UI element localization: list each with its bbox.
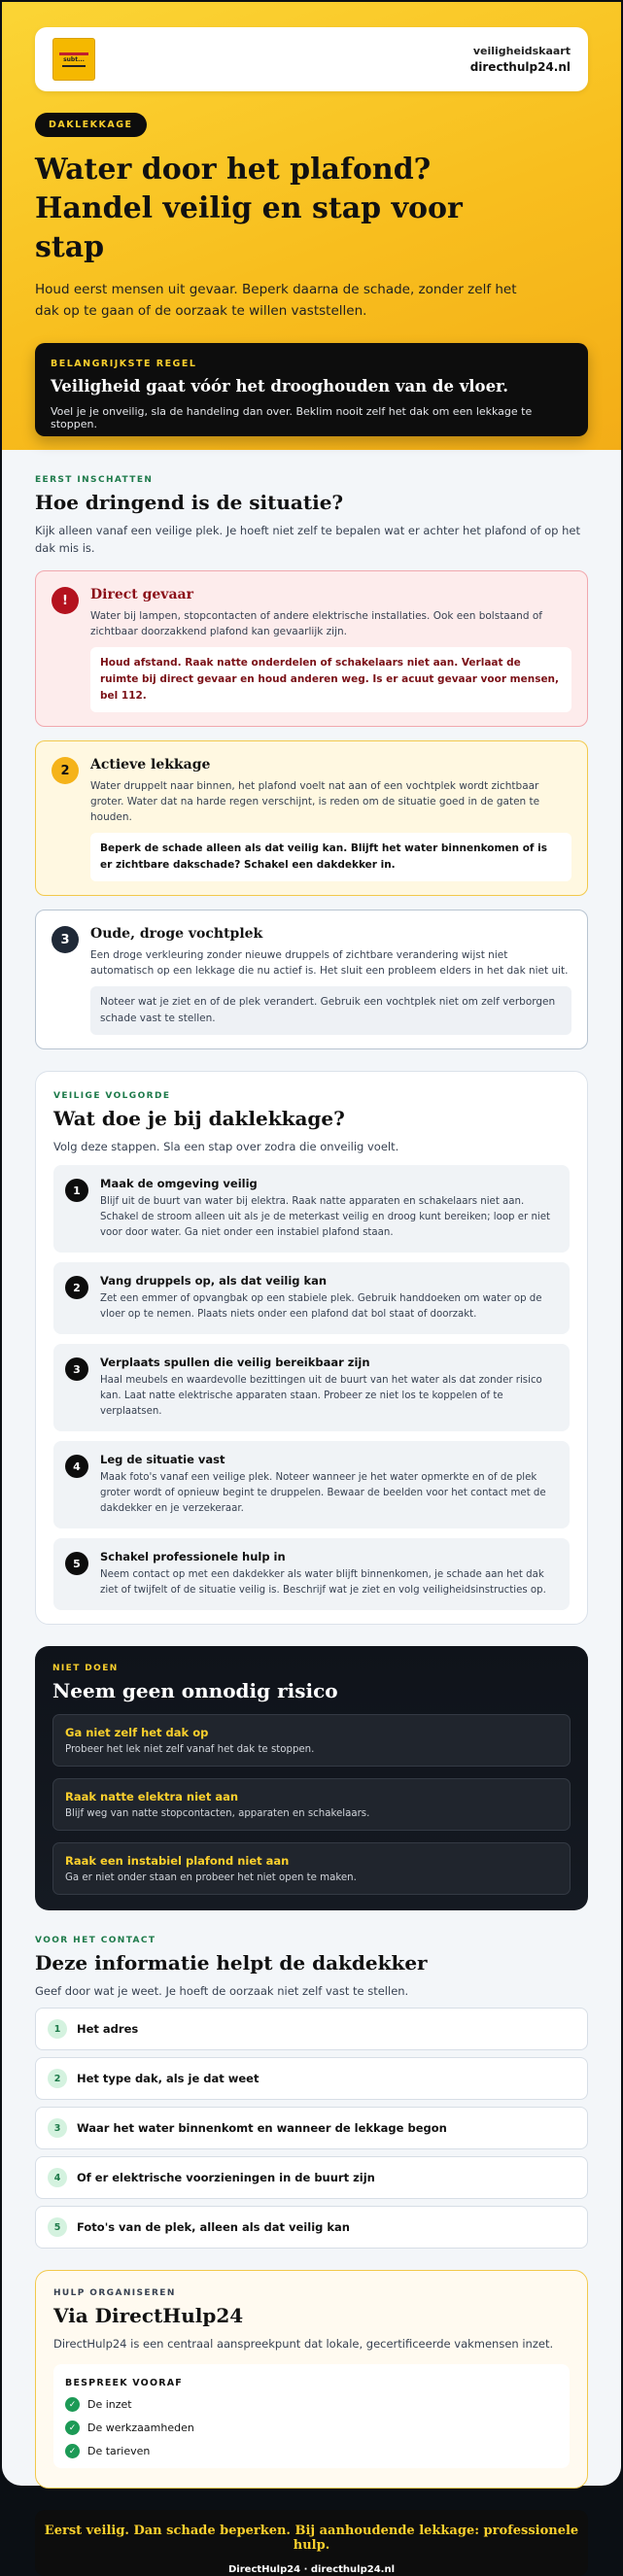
contact-item bbox=[35, 2107, 588, 2149]
steps-title: Wat doe je bij daklekkage? bbox=[53, 1107, 345, 1130]
contact-section bbox=[35, 1936, 588, 2249]
dont-kicker: NIET DOEN bbox=[52, 1664, 119, 1673]
hero-lead: Houd eerst mensen uit gevaar. Beperk daarna de schade, zonder zelf het dak op te gaan of de oorzaak te willen vaststellen. bbox=[35, 282, 517, 319]
dont-title: Neem geen onnodig risico bbox=[52, 1679, 338, 1702]
risk-desc: Probeer het lek niet zelf vanaf het dak te stoppen. bbox=[65, 1744, 315, 1755]
dont-card bbox=[35, 1646, 588, 1910]
severity-title: Oude, droge vochtplek bbox=[90, 926, 263, 942]
severity-desc: Water druppelt naar binnen, het plafond voelt nat aan of een vochtplek wordt zichtbaar groter. Water dat na harde regen verschijnt, is reden om de situatie goed in de gaten te houden. bbox=[90, 780, 540, 823]
organize-card bbox=[35, 2270, 588, 2489]
step-item bbox=[53, 1441, 570, 1528]
step-title: Schakel professionele hulp in bbox=[100, 1550, 286, 1563]
contact-title: Deze informatie helpt de dakdekker bbox=[35, 1951, 428, 1975]
assess-title: Hoe dringend is de situatie? bbox=[35, 491, 344, 514]
step-desc: Blijf uit de buurt van water bij elektra. Raak natte apparaten en schakelaars niet aan. Schakel de stroom alleen uit als je de meterkast veilig en droog kunt bereiken; loop er niet voor door water. Ga niet onder een instabiel plafond staan. bbox=[100, 1196, 550, 1238]
alert-icon: ! bbox=[52, 587, 79, 614]
brand-domain[interactable]: directhulp24.nl bbox=[469, 60, 571, 74]
assess-kicker: EERST INSCHATTEN bbox=[35, 475, 154, 485]
severity-title: Direct gevaar bbox=[90, 587, 193, 602]
contact-item bbox=[35, 2156, 588, 2199]
check-label: De tarieven bbox=[87, 2445, 151, 2457]
organize-title: Via DirectHulp24 bbox=[53, 2304, 244, 2327]
severity-number: 3 bbox=[52, 926, 79, 953]
check-item bbox=[65, 2444, 558, 2458]
brand-subtitle: veiligheidskaart bbox=[472, 45, 571, 57]
risk-desc: Blijf weg van natte stopcontacten, apparaten en schakelaars. bbox=[65, 1808, 370, 1819]
item-label: Het adres bbox=[77, 2022, 139, 2036]
check-label: De inzet bbox=[87, 2398, 132, 2411]
step-desc: Neem contact op met een dakdekker als water blijft binnenkomen, je schade aan het dak ziet of twijfelt of de situatie veilig is. Beschrijf wat je ziet en volg veiligheidsinstructies op. bbox=[100, 1569, 546, 1596]
logo-text: subt... bbox=[63, 55, 85, 63]
severity-card-danger bbox=[35, 570, 588, 727]
severity-note: Beperk de schade alleen als dat veilig kan. Blijft het water binnenkomen of is er zichtbare dakschade? Schakel een dakdekker in. bbox=[90, 833, 571, 881]
directhulp24-logo bbox=[52, 38, 95, 81]
check-item bbox=[65, 2397, 558, 2412]
footer bbox=[35, 2510, 588, 2576]
contact-item bbox=[35, 2008, 588, 2050]
contact-item bbox=[35, 2057, 588, 2100]
check-icon: ✓ bbox=[65, 2397, 80, 2412]
step-title: Vang druppels op, als dat veilig kan bbox=[100, 1274, 328, 1288]
severity-card-active bbox=[35, 740, 588, 896]
page-frame bbox=[2, 2, 621, 2575]
item-number: 2 bbox=[48, 2069, 67, 2088]
severity-title: Actieve lekkage bbox=[90, 757, 211, 773]
discuss-kicker: BESPREEK VOORAF bbox=[65, 2378, 183, 2388]
key-rule-text: Voel je je onveilig, sla de handeling dan over. Beklim nooit zelf het dak om een lekkage te stoppen. bbox=[51, 405, 533, 430]
topic-badge: DAKLEKKAGE bbox=[35, 113, 147, 137]
step-desc: Zet een emmer of opvangbak op een stabiele plek. Gebruik handdoeken om water op de vloer op te nemen. Plaats niets onder een plafond dat bol staat of doorzakt. bbox=[100, 1293, 542, 1320]
check-icon: ✓ bbox=[65, 2444, 80, 2458]
footer-slogan: Eerst veilig. Dan schade beperken. Bij aanhoudende lekkage: professionele hulp. bbox=[44, 2524, 579, 2553]
step-number: 3 bbox=[65, 1357, 88, 1381]
key-rule-kicker: BELANGRIJKSTE REGEL bbox=[51, 359, 197, 369]
item-label: Of er elektrische voorzieningen in de buurt zijn bbox=[77, 2171, 375, 2184]
key-rule-card bbox=[35, 343, 588, 436]
risk-title: Raak een instabiel plafond niet aan bbox=[65, 1854, 290, 1868]
contact-item bbox=[35, 2206, 588, 2249]
step-item bbox=[53, 1262, 570, 1334]
severity-note: Noteer wat je ziet en of de plek verandert. Gebruik een vochtplek niet om zelf verborgen schade vast te stellen. bbox=[90, 986, 571, 1035]
item-number: 5 bbox=[48, 2217, 67, 2237]
brand-info bbox=[470, 45, 571, 74]
contact-kicker: VOOR HET CONTACT bbox=[35, 1936, 156, 1945]
brand-header bbox=[35, 27, 588, 91]
check-item bbox=[65, 2421, 558, 2435]
severity-desc: Water bij lampen, stopcontacten of andere elektrische installaties. Ook een bolstaand of zichtbaar doorzakkend plafond kan gevaarlijk zijn. bbox=[90, 610, 542, 637]
assess-section bbox=[2, 450, 621, 2576]
risk-title: Ga niet zelf het dak op bbox=[65, 1726, 209, 1739]
organize-kicker: HULP ORGANISEREN bbox=[53, 2288, 176, 2298]
contact-intro: Geef door wat je weet. Je hoeft de oorzaak niet zelf vast te stellen. bbox=[35, 1984, 409, 1998]
item-number: 3 bbox=[48, 2118, 67, 2138]
step-desc: Maak foto's vanaf een veilige plek. Noteer wanneer je het water opmerkte en of de plek groter wordt of opnieuw begint te druppelen. Bewaar de beelden voor het contact met de dakdekker en je verzekeraar. bbox=[100, 1472, 546, 1514]
item-label: Waar het water binnenkomt en wanneer de lekkage begon bbox=[77, 2121, 447, 2135]
severity-number: 2 bbox=[52, 757, 79, 784]
risk-item bbox=[52, 1778, 571, 1831]
risk-title: Raak natte elektra niet aan bbox=[65, 1790, 239, 1803]
item-label: Foto's van de plek, alleen als dat veilig kan bbox=[77, 2220, 350, 2234]
steps-intro: Volg deze stappen. Sla een stap over zodra die onveilig voelt. bbox=[53, 1140, 399, 1153]
logo-bar-icon bbox=[62, 65, 86, 67]
step-number: 5 bbox=[65, 1552, 88, 1575]
page-title: Water door het plafond? Handel veilig en stap voor stap bbox=[35, 153, 463, 264]
check-icon: ✓ bbox=[65, 2421, 80, 2435]
steps-kicker: VEILIGE VOLGORDE bbox=[53, 1091, 171, 1101]
hero bbox=[2, 2, 621, 450]
step-item bbox=[53, 1538, 570, 1610]
discuss-box bbox=[53, 2364, 570, 2468]
step-title: Leg de situatie vast bbox=[100, 1453, 225, 1466]
risk-desc: Ga er niet onder staan en probeer het niet open te maken. bbox=[65, 1872, 357, 1883]
step-number: 1 bbox=[65, 1179, 88, 1202]
step-number: 2 bbox=[65, 1276, 88, 1299]
step-number: 4 bbox=[65, 1455, 88, 1478]
item-number: 1 bbox=[48, 2019, 67, 2039]
footer-brand[interactable]: DirectHulp24 · directhulp24.nl bbox=[228, 2564, 395, 2575]
severity-desc: Een droge verkleuring zonder nieuwe druppels of zichtbare verandering wijst niet automatisch op een lekkage die nu actief is. Het sluit een probleem elders in het dak niet uit. bbox=[90, 949, 569, 977]
risk-item bbox=[52, 1714, 571, 1767]
step-item bbox=[53, 1165, 570, 1253]
check-label: De werkzaamheden bbox=[87, 2421, 194, 2434]
risk-item bbox=[52, 1842, 571, 1895]
organize-intro: DirectHulp24 is een centraal aanspreekpunt dat lokale, gecertificeerde vakmensen inzet. bbox=[53, 2337, 554, 2351]
step-item bbox=[53, 1344, 570, 1431]
key-rule-heading: Veiligheid gaat vóór het drooghouden van de vloer. bbox=[51, 377, 508, 395]
step-title: Maak de omgeving veilig bbox=[100, 1177, 258, 1190]
severity-note: Houd afstand. Raak natte onderdelen of schakelaars niet aan. Verlaat de ruimte bij direct gevaar en houd anderen weg. Is er acuut gevaar voor mensen, bel 112. bbox=[90, 647, 571, 712]
item-label: Het type dak, als je dat weet bbox=[77, 2072, 260, 2085]
logo-bar-icon bbox=[59, 52, 88, 55]
item-number: 4 bbox=[48, 2168, 67, 2187]
step-title: Verplaats spullen die veilig bereikbaar zijn bbox=[100, 1356, 370, 1369]
steps-card bbox=[35, 1071, 588, 1625]
assess-intro: Kijk alleen vanaf een veilige plek. Je hoeft niet zelf te bepalen wat er achter het plafond of op het dak mis is. bbox=[35, 524, 580, 555]
severity-card-old bbox=[35, 910, 588, 1049]
step-desc: Haal meubels en waardevolle bezittingen uit de buurt van het water als dat zonder risico kan. Laat natte elektrische apparaten staan. Probeer ze niet los te koppelen of te verplaatsen. bbox=[100, 1375, 542, 1417]
